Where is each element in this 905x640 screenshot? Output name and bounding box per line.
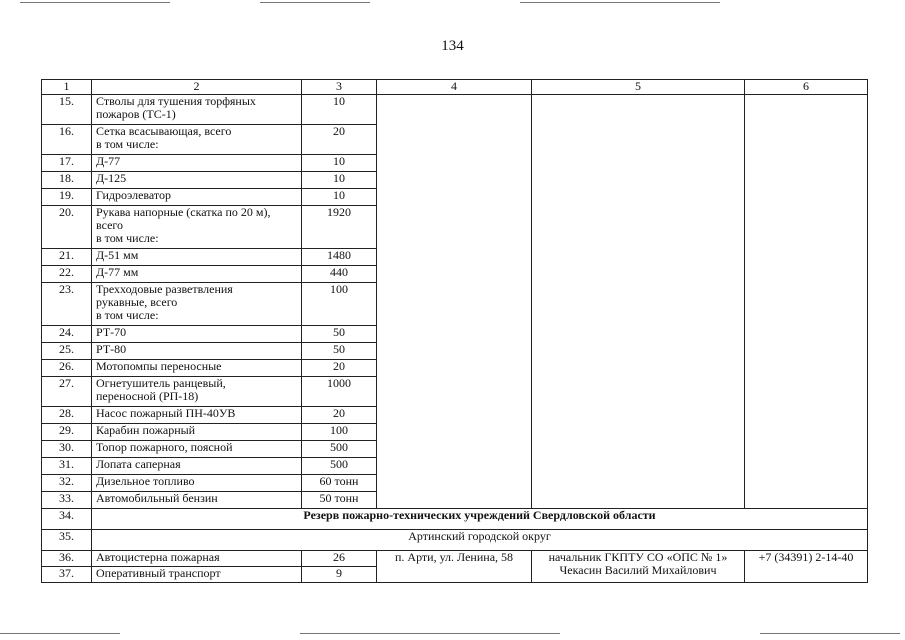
item-quantity: 1000	[302, 377, 377, 407]
item-quantity: 26	[302, 551, 377, 567]
item-quantity: 10	[302, 172, 377, 189]
row-number: 35.	[42, 530, 92, 551]
column-header: 3	[302, 80, 377, 95]
row-number: 23.	[42, 283, 92, 326]
item-quantity: 10	[302, 95, 377, 125]
section-title: Резерв пожарно-технических учреждений Свердловской области	[92, 509, 868, 530]
item-name: Лопата саперная	[92, 458, 302, 475]
page-number: 134	[441, 38, 464, 54]
row-number: 34.	[42, 509, 92, 530]
row-number: 27.	[42, 377, 92, 407]
scan-edge-bottom	[300, 633, 560, 634]
item-quantity: 20	[302, 407, 377, 424]
item-name: Д-51 мм	[92, 249, 302, 266]
subsection-row	[42, 530, 868, 551]
item-name: Гидроэлеватор	[92, 189, 302, 206]
scan-edge-bottom	[0, 633, 120, 634]
item-name: Трехходовые разветвления рукавные, всего в том числе:	[92, 283, 302, 326]
item-quantity: 100	[302, 424, 377, 441]
column-header: 2	[92, 80, 302, 95]
item-name: Насос пожарный ПН-40УВ	[92, 407, 302, 424]
item-quantity: 10	[302, 189, 377, 206]
item-quantity: 440	[302, 266, 377, 283]
scan-edge-top	[520, 2, 720, 3]
item-name: Д-77	[92, 155, 302, 172]
column-header: 6	[745, 80, 868, 95]
row-number: 20.	[42, 206, 92, 249]
empty-cell-col4	[377, 95, 532, 509]
column-header: 4	[377, 80, 532, 95]
subsection-title: Артинский городской округ	[92, 530, 868, 551]
item-quantity: 500	[302, 458, 377, 475]
row-number: 37.	[42, 567, 92, 583]
item-name: Стволы для тушения торфяных пожаров (ТС-1)	[92, 95, 302, 125]
item-quantity: 9	[302, 567, 377, 583]
row-number: 31.	[42, 458, 92, 475]
item-quantity: 1920	[302, 206, 377, 249]
row-number: 24.	[42, 326, 92, 343]
item-name: Топор пожарного, поясной	[92, 441, 302, 458]
address: п. Арти, ул. Ленина, 58	[377, 551, 532, 583]
scan-edge-top	[260, 2, 370, 3]
row-number: 26.	[42, 360, 92, 377]
scan-edge-top	[20, 2, 170, 3]
item-quantity: 500	[302, 441, 377, 458]
item-quantity: 100	[302, 283, 377, 326]
table-row	[42, 551, 868, 567]
item-quantity: 50	[302, 343, 377, 360]
item-name: Мотопомпы переносные	[92, 360, 302, 377]
row-number: 30.	[42, 441, 92, 458]
item-quantity: 1480	[302, 249, 377, 266]
item-name: Карабин пожарный	[92, 424, 302, 441]
item-name: Д-125	[92, 172, 302, 189]
row-number: 33.	[42, 492, 92, 509]
responsible-person	[532, 551, 745, 583]
item-name: Огнетушитель ранцевый, переносной (РП-18)	[92, 377, 302, 407]
item-quantity: 50 тонн	[302, 492, 377, 509]
empty-cell-col5	[532, 95, 745, 509]
item-name: Оперативный транспорт	[92, 567, 302, 583]
empty-cell-col6	[745, 95, 868, 509]
responsible-name: Чекасин Василий Михайлович	[559, 563, 717, 577]
row-number: 19.	[42, 189, 92, 206]
row-number: 17.	[42, 155, 92, 172]
row-number: 21.	[42, 249, 92, 266]
phone: +7 (34391) 2-14-40	[745, 551, 868, 583]
scan-edge-bottom	[760, 633, 900, 634]
responsible-position: начальник ГКПТУ СО «ОПС № 1»	[548, 550, 728, 564]
column-header: 1	[42, 80, 92, 95]
item-quantity: 20	[302, 360, 377, 377]
item-name: Дизельное топливо	[92, 475, 302, 492]
item-name: Автомобильный бензин	[92, 492, 302, 509]
row-number: 28.	[42, 407, 92, 424]
item-name: Д-77 мм	[92, 266, 302, 283]
equipment-table	[41, 79, 868, 583]
row-number: 36.	[42, 551, 92, 567]
header-row	[42, 80, 868, 95]
item-quantity: 10	[302, 155, 377, 172]
row-number: 29.	[42, 424, 92, 441]
item-name: Автоцистерна пожарная	[92, 551, 302, 567]
item-quantity: 50	[302, 326, 377, 343]
row-number: 32.	[42, 475, 92, 492]
row-number: 25.	[42, 343, 92, 360]
row-number: 16.	[42, 125, 92, 155]
item-quantity: 60 тонн	[302, 475, 377, 492]
row-number: 15.	[42, 95, 92, 125]
table-row	[42, 95, 868, 125]
item-name: РТ-70	[92, 326, 302, 343]
item-name: Рукава напорные (скатка по 20 м), всего в том числе:	[92, 206, 302, 249]
section-row	[42, 509, 868, 530]
column-header: 5	[532, 80, 745, 95]
item-quantity: 20	[302, 125, 377, 155]
row-number: 22.	[42, 266, 92, 283]
item-name: Сетка всасывающая, всего в том числе:	[92, 125, 302, 155]
item-name: РТ-80	[92, 343, 302, 360]
row-number: 18.	[42, 172, 92, 189]
